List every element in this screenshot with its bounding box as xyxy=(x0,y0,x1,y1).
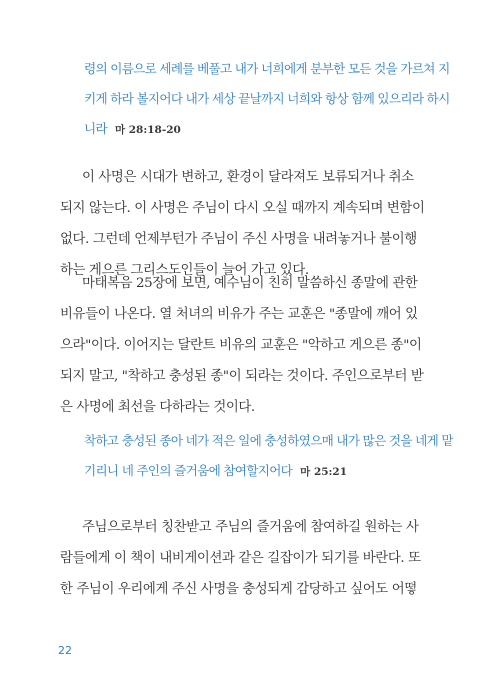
paragraph-line: 이 사명은 시대가 변하고, 환경이 달라져도 보류되거나 취소 xyxy=(82,170,414,185)
quote-line-text: 기리니 네 주인의 즐거움에 참여할지어다 xyxy=(84,463,293,478)
paragraph-line: 마태복음 25장에 보면, 예수님이 친히 말씀하신 종말에 관한 xyxy=(82,276,418,291)
paragraph-line: 한 주님이 우리에게 주신 사명을 충성되게 감당하고 싶어도 어떻 xyxy=(60,582,417,597)
paragraph-line: 으라"이다. 이어지는 달란트 비유의 교훈은 "악하고 게으른 종"이 xyxy=(60,338,422,353)
paragraph-line: 람들에게 이 책이 내비게이션과 같은 길잡이가 되기를 바란다. 또 xyxy=(60,551,421,566)
paragraph-line: 되지 말고, "착하고 충성된 종"이 되라는 것이다. 주인으로부터 받 xyxy=(60,369,424,384)
page-number: 22 xyxy=(58,644,72,657)
body-paragraph-3 xyxy=(60,512,438,605)
scripture-quote-matthew-25 xyxy=(84,426,453,486)
quote-line: 령의 이름으로 세례를 베풀고 내가 너희에게 분부한 모든 것을 가르쳐 지 xyxy=(84,61,450,76)
paragraph-line: 하는 게으른 그리스도인들이 늘어 가고 있다. xyxy=(60,263,309,278)
scripture-quote-matthew-28 xyxy=(84,54,450,144)
quote-line: 키게 하라 볼지어다 내가 세상 끝날까지 너희와 항상 함께 있으리라 하시 xyxy=(84,91,450,106)
scripture-reference: 마 25:21 xyxy=(300,466,348,478)
paragraph-line: 없다. 그런데 언제부턴가 주님이 주신 사명을 내려놓거나 불이행 xyxy=(60,232,417,247)
quote-line xyxy=(84,456,414,486)
quote-line-text: 니라 xyxy=(84,121,107,136)
quote-line xyxy=(84,114,414,144)
body-paragraph-2 xyxy=(60,268,438,423)
paragraph-line: 은 사명에 최선을 다하라는 것이다. xyxy=(60,400,255,415)
quote-line: 착하고 충성된 종아 네가 적은 일에 충성하였으매 내가 많은 것을 네게 맡 xyxy=(84,433,453,448)
paragraph-line: 주님으로부터 칭찬받고 주님의 즐거움에 참여하길 원하는 사 xyxy=(82,520,419,535)
paragraph-line: 되지 않는다. 이 사명은 주님이 다시 오실 때까지 계속되며 변함이 xyxy=(60,201,425,216)
scripture-reference: 마 28:18-20 xyxy=(114,124,181,136)
paragraph-line: 비유들이 나온다. 열 처녀의 비유가 주는 교훈은 "종말에 깨어 있 xyxy=(60,307,418,322)
